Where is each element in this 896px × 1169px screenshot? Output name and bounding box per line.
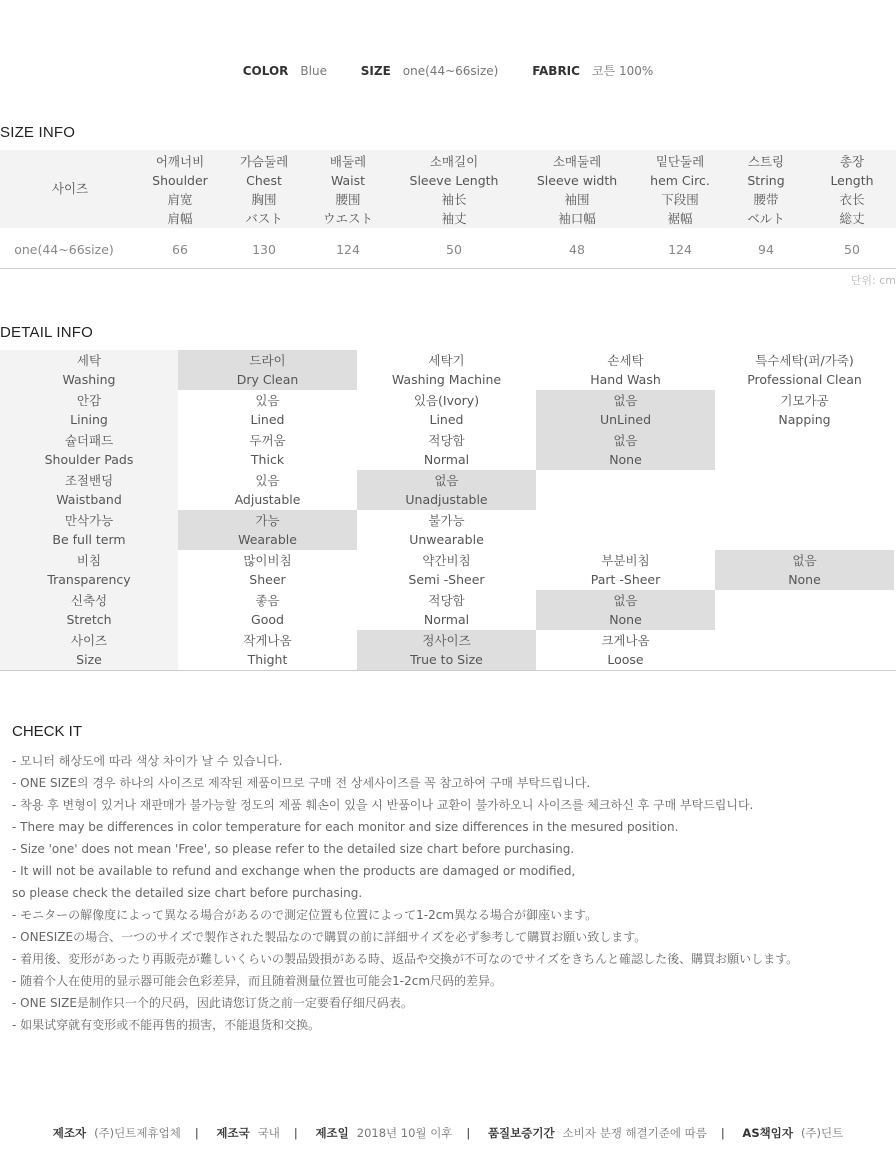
detail-row <box>0 590 896 630</box>
size-column-ja: 肩幅 <box>167 211 193 226</box>
as-label: AS책임자 <box>742 1126 793 1140</box>
detail-label-ko: 조절밴딩 <box>64 473 114 488</box>
detail-option-en: Hand Wash <box>590 372 661 387</box>
size-table-row <box>0 228 896 269</box>
warranty-label: 품질보증기간 <box>487 1126 555 1140</box>
detail-row-label <box>0 350 178 390</box>
check-it-line: - ONE SIZE是制作只一个的尺码，因此请您订货之前一定要看仔细尺码表。 <box>12 996 413 1010</box>
detail-option-en: UnLined <box>599 412 652 427</box>
detail-row <box>0 430 896 470</box>
detail-option-ko: 세탁기 <box>428 353 465 368</box>
detail-option-en: None <box>788 572 821 587</box>
check-it-line: - 착용 후 변형이 있거나 재판매가 불가능할 정도의 제품 훼손이 있을 시 반품이나 교환이 불가하오니 사이즈를 체크하신 후 구매 부탁드립니다. <box>12 798 754 812</box>
footer-separator: | <box>720 1126 725 1140</box>
detail-option-en: Semi -Sheer <box>408 572 485 587</box>
detail-label-en: Lining <box>70 412 108 427</box>
detail-option <box>357 350 536 390</box>
size-column-en: String <box>747 173 785 188</box>
detail-option <box>178 430 357 470</box>
detail-label-en: Shoulder Pads <box>44 452 134 467</box>
detail-option-ko: 없음 <box>613 393 638 408</box>
detail-option <box>357 590 536 630</box>
detail-option-en: Unwearable <box>409 532 484 547</box>
detail-label-en: Transparency <box>47 572 131 587</box>
detail-option <box>715 390 894 430</box>
maker-value: (주)딘트제휴업체 <box>94 1126 181 1140</box>
detail-label-en: Stretch <box>66 612 112 627</box>
size-column-ko: 배둘레 <box>329 154 367 169</box>
size-column-header <box>394 152 514 228</box>
detail-option-ko: 특수세탁(퍼/가죽) <box>755 353 854 368</box>
check-it-line: - 如果试穿就有变形或不能再售的损害，不能退货和交换。 <box>12 1018 321 1032</box>
detail-label-ko: 비침 <box>76 553 102 568</box>
detail-option-selected <box>536 430 715 470</box>
detail-row <box>0 350 896 390</box>
detail-option-en: Professional Clean <box>747 372 862 387</box>
detail-option-en: Washing Machine <box>391 372 502 387</box>
size-column-zh: 衣长 <box>839 192 865 207</box>
detail-option-selected <box>357 470 536 510</box>
size-column-header <box>792 152 896 228</box>
detail-row-label <box>0 550 178 590</box>
detail-option-ko: 정사이즈 <box>422 633 471 648</box>
unit-note: 단위: cm <box>850 274 896 287</box>
detail-label-ko: 만삭가능 <box>64 513 114 528</box>
country-value: 국내 <box>257 1126 280 1140</box>
detail-option-en: None <box>609 612 642 627</box>
size-column-ja: バスト <box>245 211 283 226</box>
size-table-header <box>0 150 896 228</box>
detail-option-ko: 기모가공 <box>780 393 829 408</box>
detail-label-ko: 사이즈 <box>70 633 108 648</box>
detail-option <box>357 430 536 470</box>
detail-row-label <box>0 590 178 630</box>
size-column-en: Sleeve Length <box>409 173 499 188</box>
detail-label-ko: 안감 <box>76 393 102 408</box>
detail-option <box>715 630 894 670</box>
size-column-zh: 袖围 <box>564 192 590 207</box>
detail-option-selected <box>178 510 357 550</box>
detail-option-ko: 드라이 <box>249 353 286 368</box>
detail-option <box>178 390 357 430</box>
detail-info-title: DETAIL INFO <box>0 324 94 341</box>
check-it-line: so please check the detailed size chart before purchasing. <box>12 886 363 900</box>
warranty-value: 소비자 분쟁 해결기준에 따름 <box>562 1126 707 1140</box>
size-column-ko: 스트링 <box>747 154 785 169</box>
detail-label-ko: 신축성 <box>70 593 108 608</box>
country-label: 제조국 <box>216 1126 250 1140</box>
size-column-en: Length <box>830 173 874 188</box>
detail-option-selected <box>536 390 715 430</box>
size-column-ja: 袖口幅 <box>558 211 596 226</box>
detail-option <box>536 510 715 550</box>
size-column-zh: 下段围 <box>661 192 699 207</box>
detail-option-en: Thight <box>247 652 288 667</box>
check-it-line: - ONE SIZE의 경우 하나의 사이즈로 제작된 제품이므로 구매 전 상세사이즈를 꼭 참고하여 구매 부탁드립니다. <box>12 776 591 790</box>
detail-option-ko: 부분비침 <box>601 553 650 568</box>
footer-separator: | <box>194 1126 199 1140</box>
detail-option-ko: 두꺼움 <box>249 433 286 448</box>
size-column-ja: 袖丈 <box>441 211 467 226</box>
detail-option-ko: 없음 <box>613 433 638 448</box>
detail-option <box>357 510 536 550</box>
detail-row-label <box>0 470 178 510</box>
detail-option-selected <box>536 590 715 630</box>
detail-option-en: Part -Sheer <box>590 572 661 587</box>
detail-option <box>536 550 715 590</box>
detail-row <box>0 630 896 670</box>
size-value-cell: 94 <box>758 242 774 257</box>
detail-option-en: Dry Clean <box>236 372 299 387</box>
size-column-ja: ウエスト <box>322 211 373 226</box>
detail-row-label <box>0 430 178 470</box>
size-column-en: Sleeve width <box>536 173 618 188</box>
detail-label-en: Waistband <box>56 492 122 507</box>
detail-option-ko: 손세탁 <box>607 353 644 368</box>
detail-option <box>178 590 357 630</box>
size-column-en: Waist <box>330 173 366 188</box>
detail-option-ko: 많이비침 <box>243 553 292 568</box>
detail-option-ko: 있음 <box>255 473 280 488</box>
size-column-ko: 밑단둘레 <box>655 154 705 169</box>
detail-label-ko: 세탁 <box>76 353 102 368</box>
detail-option-selected <box>357 630 536 670</box>
check-it-line: - 着用後、変形があったり再販売が難しいくらいの製品毀損がある時、返品や交換が不可なのでサイズをきちんと確認した後、購買お願いします。 <box>12 952 799 966</box>
size-header-label: 사이즈 <box>51 181 89 196</box>
check-it-title: CHECK IT <box>12 723 83 740</box>
size-column-header <box>288 152 408 228</box>
detail-row-label <box>0 390 178 430</box>
size-column-zh: 袖长 <box>441 192 467 207</box>
detail-row <box>0 550 896 590</box>
size-value-cell: 124 <box>336 242 360 257</box>
detail-row <box>0 470 896 510</box>
detail-option <box>715 510 894 550</box>
detail-option-ko: 없음 <box>613 593 638 608</box>
size-column-zh: 腰围 <box>335 192 361 207</box>
as-value: (주)딘트 <box>800 1126 844 1140</box>
size-column-en: hem Circ. <box>650 173 710 188</box>
check-it-line: - It will not be available to refund and exchange when the products are damaged or modified, <box>12 864 576 878</box>
detail-option-ko: 작게나옴 <box>243 633 292 648</box>
size-value-cell: 66 <box>172 242 188 257</box>
color-value: Blue <box>300 64 327 78</box>
detail-option-en: Good <box>251 612 284 627</box>
footer-separator: | <box>293 1126 298 1140</box>
product-footer <box>0 1125 896 1141</box>
check-it-line: - 随着个人在使用的显示器可能会色彩差异，而且随着测量位置也可能会1-2cm尺码的差异。 <box>12 974 503 988</box>
size-column-ja: 総丈 <box>839 211 865 226</box>
detail-option <box>178 470 357 510</box>
check-it-line: - ONESIZEの場合、一つのサイズで製作された製品なので購買の前に詳細サイズを必ず参考して購買お願い致します。 <box>12 930 647 944</box>
detail-row-label <box>0 630 178 670</box>
detail-option <box>715 430 894 470</box>
size-column-ko: 가슴둘레 <box>239 154 289 169</box>
fabric-value: 코튼 100% <box>591 64 654 78</box>
size-column-zh: 胸围 <box>251 192 277 207</box>
color-label: COLOR <box>242 64 289 78</box>
detail-option <box>536 350 715 390</box>
check-it-line: - 모니터 해상도에 따라 색상 차이가 날 수 있습니다. <box>12 754 283 768</box>
check-it-line: - Size 'one' does not mean 'Free', so please refer to the detailed size chart before purchasing. <box>12 842 575 856</box>
detail-option-en: Napping <box>778 412 831 427</box>
detail-option <box>178 550 357 590</box>
maker-label: 제조자 <box>52 1126 87 1140</box>
size-column-ko: 어깨너비 <box>155 154 205 169</box>
detail-option <box>715 470 894 510</box>
product-summary <box>0 62 896 79</box>
size-column-ja: ベルト <box>747 211 785 226</box>
detail-option <box>536 470 715 510</box>
detail-option-selected <box>715 550 894 590</box>
size-value-cell: 50 <box>446 242 462 257</box>
detail-option-en: Adjustable <box>234 492 301 507</box>
detail-option-ko: 크게나옴 <box>601 633 650 648</box>
detail-row-label <box>0 510 178 550</box>
detail-option-ko: 없음 <box>792 553 817 568</box>
size-value-cell: 130 <box>252 242 276 257</box>
detail-option-en: Thick <box>250 452 285 467</box>
check-it-line: - There may be differences in color temperature for each monitor and size differences in the mesured position. <box>12 820 679 834</box>
size-column-en: Shoulder <box>152 173 208 188</box>
detail-table <box>0 350 896 671</box>
detail-option-selected <box>178 350 357 390</box>
detail-option <box>357 390 536 430</box>
detail-option-ko: 적당함 <box>428 433 465 448</box>
size-value-cell: 124 <box>668 242 692 257</box>
detail-option <box>536 630 715 670</box>
size-column-ko: 소매둘레 <box>552 154 602 169</box>
size-value: one(44~66size) <box>402 64 499 78</box>
size-column-ko: 총장 <box>839 154 865 169</box>
detail-label-ko: 슐더패드 <box>64 433 114 448</box>
detail-option-ko: 약간비침 <box>422 553 471 568</box>
check-it-line: - モニターの解像度によって異なる場合があるので測定位置も位置によって1-2cm異なる場合が御座います。 <box>12 908 598 922</box>
detail-option-en: Normal <box>423 612 470 627</box>
size-column-ja: 裾幅 <box>667 211 693 226</box>
detail-row <box>0 510 896 550</box>
detail-option <box>715 350 894 390</box>
size-value-cell: 48 <box>569 242 585 257</box>
detail-option-ko: 있음 <box>255 393 280 408</box>
detail-label-en: Washing <box>62 372 116 387</box>
size-label: SIZE <box>360 64 391 78</box>
size-column-en: Chest <box>246 173 282 188</box>
size-info-title: SIZE INFO <box>0 124 76 141</box>
detail-option-ko: 가능 <box>255 513 280 528</box>
detail-option-en: None <box>609 452 642 467</box>
detail-option-en: Loose <box>607 652 644 667</box>
detail-option-en: Sheer <box>249 572 286 587</box>
detail-row <box>0 390 896 430</box>
detail-option-en: Lined <box>250 412 285 427</box>
detail-option <box>178 630 357 670</box>
footer-separator: | <box>466 1126 471 1140</box>
detail-label-en: Size <box>76 652 102 667</box>
size-value-cell: 50 <box>844 242 860 257</box>
size-column-ko: 소매길이 <box>429 154 479 169</box>
detail-option-ko: 있음(Ivory) <box>413 393 480 408</box>
detail-option <box>715 590 894 630</box>
detail-option-en: Wearable <box>238 532 297 547</box>
date-label: 제조일 <box>315 1126 349 1140</box>
detail-option-ko: 좋음 <box>255 593 280 608</box>
detail-option-ko: 불가능 <box>428 513 465 528</box>
detail-label-en: Be full term <box>52 532 126 547</box>
detail-option-en: Unadjustable <box>405 492 488 507</box>
detail-option-en: Normal <box>423 452 470 467</box>
date-value: 2018년 10월 이후 <box>356 1126 453 1140</box>
detail-option-ko: 없음 <box>434 473 459 488</box>
size-column-zh: 肩宽 <box>167 192 193 207</box>
check-it-notes <box>12 750 892 1036</box>
fabric-label: FABRIC <box>532 64 580 78</box>
detail-option-ko: 적당함 <box>428 593 465 608</box>
size-column-zh: 腰带 <box>753 192 779 207</box>
size-column-header <box>517 152 637 228</box>
detail-option-en: Lined <box>429 412 464 427</box>
detail-option <box>357 550 536 590</box>
detail-option-en: True to Size <box>410 652 483 667</box>
size-row-label: one(44~66size) <box>14 242 114 257</box>
